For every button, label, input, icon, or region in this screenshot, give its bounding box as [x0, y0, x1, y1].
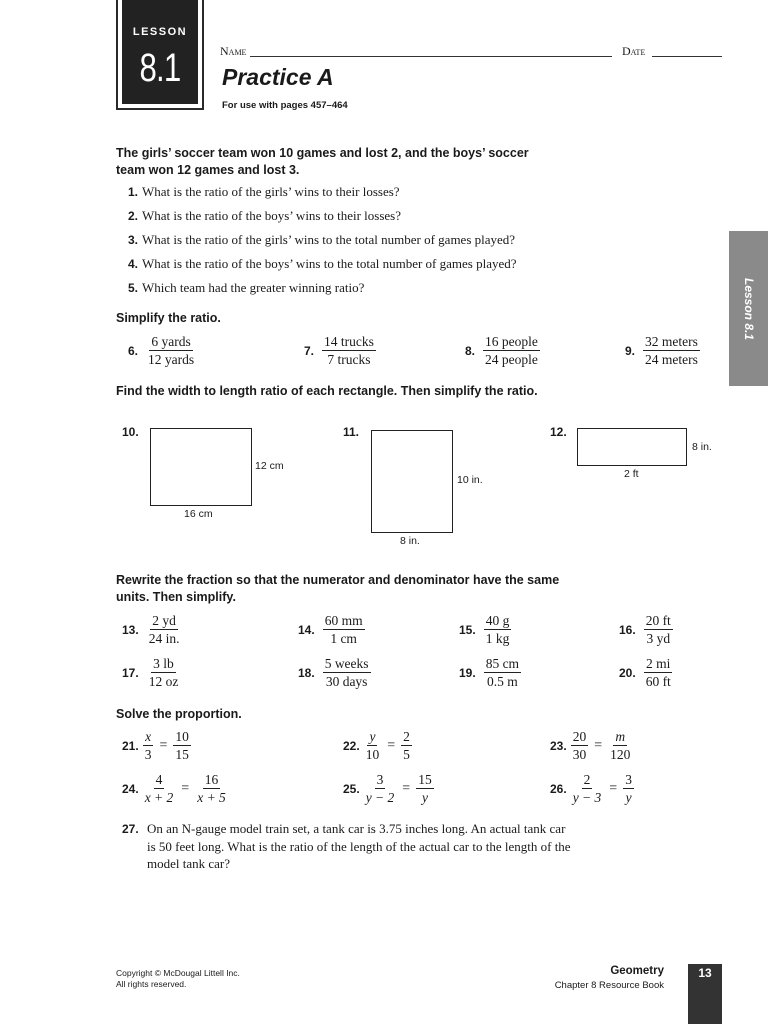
rect-number-10: 10. [122, 425, 139, 439]
section5-instruction: Solve the proportion. [116, 707, 242, 721]
item-number: 9. [625, 343, 636, 358]
ratio-item-7 [304, 333, 376, 368]
denominator: 0.5 m [486, 674, 518, 689]
denominator: 24 meters [645, 352, 698, 367]
proportion-item-21 [122, 728, 191, 763]
numerator: m [615, 729, 626, 744]
numerator: 3 lb [153, 656, 174, 671]
rect-number-12: 12. [550, 425, 567, 439]
fraction [322, 333, 376, 368]
rewrite-item-17 [122, 655, 180, 690]
page-subtitle: For use with pages 457–464 [222, 100, 348, 111]
item-number: 21. [122, 738, 139, 753]
fraction [644, 612, 673, 647]
denominator: 10 [365, 747, 380, 762]
numerator: 4 [155, 772, 163, 787]
item-number: 26. [550, 781, 567, 796]
denominator: y − 3 [572, 790, 602, 805]
fraction [643, 333, 700, 368]
rectangle-10 [150, 428, 252, 506]
fraction [484, 612, 512, 647]
equals-sign: = [181, 780, 190, 796]
denominator: 3 [144, 747, 152, 762]
item-number: 15. [459, 622, 476, 637]
right-fraction [401, 728, 412, 763]
ratio-item-6 [128, 333, 196, 368]
item-number: 18. [298, 665, 315, 680]
numerator: 60 mm [324, 613, 363, 628]
rect-number-11: 11. [343, 425, 360, 439]
question-text: What is the ratio of the girls’ wins to the total number of games played? [142, 232, 516, 247]
proportion-item-24 [122, 771, 228, 806]
rewrite-item-15 [459, 612, 511, 647]
fraction [147, 612, 182, 647]
page-number-box [688, 964, 722, 1024]
lesson-badge [116, 0, 204, 110]
item-number: 7. [304, 343, 315, 358]
denominator: x + 2 [144, 790, 174, 805]
item-number: 14. [298, 622, 315, 637]
denominator: 1 kg [485, 631, 510, 646]
question-list [128, 183, 728, 303]
numerator: 20 ft [645, 613, 671, 628]
question-3 [128, 231, 728, 255]
numerator: 10 [175, 729, 189, 744]
fraction [323, 655, 371, 690]
question-27-number: 27. [122, 822, 139, 836]
name-field-line[interactable] [250, 56, 612, 57]
equals-sign: = [594, 737, 603, 753]
fraction [644, 655, 673, 690]
rect-side-label: 12 cm [255, 460, 284, 472]
denominator: 1 cm [330, 631, 357, 646]
denominator: 5 [403, 747, 410, 762]
numerator: 2 [583, 772, 591, 787]
denominator: 12 oz [148, 674, 179, 689]
question-number: 1. [128, 185, 139, 199]
section2-instruction: Simplify the ratio. [116, 311, 221, 325]
section1-intro: The girls’ soccer team won 10 games and lost 2, and the boys’ soccer team won 12 games and lost 3. [116, 146, 529, 177]
numerator: y [369, 729, 376, 744]
numerator: 32 meters [645, 334, 698, 349]
fraction [484, 655, 521, 690]
rewrite-item-13 [122, 612, 181, 647]
denominator: 120 [610, 747, 631, 762]
proportion-item-25 [343, 771, 434, 806]
item-number: 19. [459, 665, 476, 680]
numerator: 40 g [485, 613, 510, 628]
item-number: 6. [128, 343, 139, 358]
question-number: 4. [128, 257, 139, 271]
question-27-text: On an N-gauge model train set, a tank car is 3.75 inches long. An actual tank car is 50 feet long. What is the ratio of the length of the actual car to the length of the model tank car? [147, 821, 571, 871]
numerator: 3 [376, 772, 384, 787]
denominator: 60 ft [645, 674, 671, 689]
left-fraction [364, 728, 382, 763]
question-2 [128, 207, 728, 231]
equals-sign: = [402, 780, 411, 796]
item-number: 17. [122, 665, 139, 680]
question-number: 3. [128, 233, 139, 247]
page-title: Practice A [222, 64, 334, 90]
numerator: 2 [403, 729, 410, 744]
rewrite-item-18 [298, 655, 371, 690]
question-4 [128, 255, 728, 279]
equals-sign: = [609, 780, 618, 796]
numerator: 2 yd [152, 613, 176, 628]
item-number: 22. [343, 738, 360, 753]
denominator: 30 [572, 747, 587, 762]
left-fraction [364, 771, 397, 806]
copyright-line2: All rights reserved. [116, 979, 187, 989]
copyright-line1: Copyright © McDougal Littell Inc. [116, 968, 240, 978]
question-text: What is the ratio of the girls’ wins to their losses? [142, 184, 400, 199]
equals-sign: = [387, 737, 396, 753]
book-subtitle: Chapter 8 Resource Book [554, 980, 664, 991]
question-text: What is the ratio of the boys’ wins to the total number of games played? [142, 256, 517, 271]
rewrite-item-19 [459, 655, 521, 690]
denominator: 7 trucks [327, 352, 371, 367]
denominator: y [625, 790, 632, 805]
book-title: Geometry [610, 965, 664, 977]
proportion-item-23 [550, 728, 632, 763]
side-tab-label: Lesson 8.1 [741, 277, 756, 340]
numerator: 2 mi [646, 656, 671, 671]
lesson-number: 8.1 [139, 46, 181, 90]
item-number: 16. [619, 622, 636, 637]
ratio-item-8 [465, 333, 540, 368]
question-number: 5. [128, 281, 139, 295]
right-fraction [623, 771, 634, 806]
item-number: 13. [122, 622, 139, 637]
denominator: y − 2 [365, 790, 395, 805]
right-fraction [195, 771, 228, 806]
rect-side-label: 8 in. [692, 441, 712, 453]
item-number: 8. [465, 343, 476, 358]
section3-instruction: Find the width to length ratio of each rectangle. Then simplify the ratio. [116, 384, 538, 398]
numerator: 15 [418, 772, 432, 787]
proportion-item-26 [550, 771, 634, 806]
denominator: 24 people [485, 352, 538, 367]
left-fraction [143, 728, 154, 763]
date-label: Date [622, 44, 646, 58]
numerator: 20 [572, 729, 587, 744]
name-label: Name [220, 44, 247, 58]
denominator: x + 5 [197, 790, 226, 805]
left-fraction [571, 771, 604, 806]
item-number: 23. [550, 738, 567, 753]
rectangle-12 [577, 428, 687, 466]
question-text: What is the ratio of the boys’ wins to their losses? [142, 208, 401, 223]
numerator: 16 [204, 772, 219, 787]
numerator: 5 weeks [324, 656, 369, 671]
rewrite-item-20 [619, 655, 673, 690]
side-tab [729, 231, 768, 386]
question-number: 2. [128, 209, 139, 223]
ratio-item-9 [625, 333, 700, 368]
section4-instruction: Rewrite the fraction so that the numerator and denominator have the same units. Then simplify. [116, 573, 560, 604]
item-number: 24. [122, 781, 139, 796]
denominator: y [421, 790, 428, 805]
right-fraction [608, 728, 632, 763]
numerator: 3 [625, 772, 632, 787]
page-number: 13 [698, 966, 712, 980]
left-fraction [571, 728, 589, 763]
fraction [323, 612, 365, 647]
fraction [147, 655, 181, 690]
question-5 [128, 279, 728, 303]
numerator: 14 trucks [324, 334, 374, 349]
numerator: x [145, 729, 152, 744]
question-text: Which team had the greater winning ratio? [142, 280, 365, 295]
denominator: 3 yd [646, 631, 671, 646]
rect-bottom-label: 2 ft [624, 468, 639, 480]
equals-sign: = [159, 737, 168, 753]
fraction [146, 333, 196, 368]
rectangle-11 [371, 430, 453, 533]
question-1 [128, 183, 728, 207]
rect-bottom-label: 8 in. [400, 535, 420, 547]
numerator: 16 people [485, 334, 538, 349]
item-number: 20. [619, 665, 636, 680]
rewrite-item-16 [619, 612, 673, 647]
item-number: 25. [343, 781, 360, 796]
numerator: 85 cm [485, 656, 520, 671]
proportion-item-22 [343, 728, 412, 763]
fraction [483, 333, 540, 368]
date-field-line[interactable] [652, 56, 722, 57]
denominator: 30 days [325, 674, 368, 689]
rect-bottom-label: 16 cm [184, 508, 213, 520]
right-fraction [173, 728, 191, 763]
right-fraction [416, 771, 434, 806]
denominator: 24 in. [148, 631, 180, 646]
left-fraction [143, 771, 176, 806]
rect-side-label: 10 in. [457, 474, 483, 486]
copyright [116, 968, 240, 990]
denominator: 15 [175, 747, 189, 762]
denominator: 12 yards [148, 352, 195, 367]
numerator: 6 yards [151, 334, 191, 349]
rewrite-item-14 [298, 612, 365, 647]
lesson-label: LESSON [132, 26, 188, 38]
